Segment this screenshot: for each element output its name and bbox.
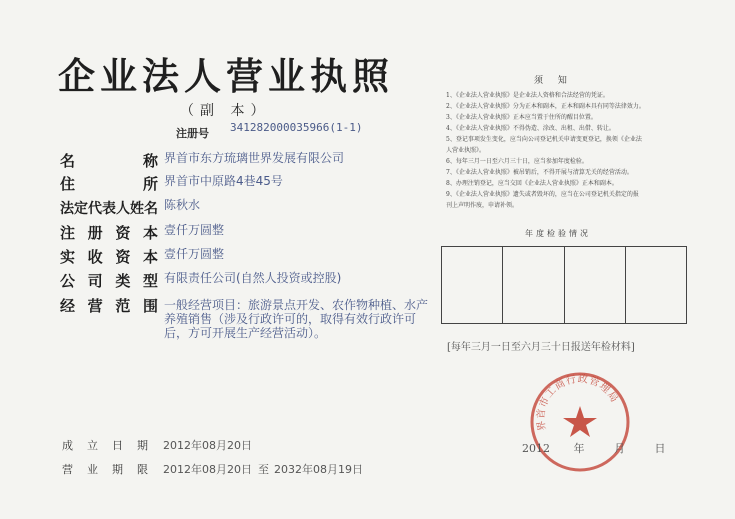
seal-date-year-mark: 年 [573, 442, 585, 455]
label-char: 营 [87, 297, 103, 315]
field-value-business-scope: 一般经营项目：旅游景点开发、农作物种植、水产养殖销售（涉及行政许可的，取得有效行政许可后，方可开展生产经营活动）。 [164, 298, 429, 340]
field-label-registered-capital [60, 222, 158, 243]
label-char: 司 [87, 272, 103, 290]
business-term-end: 2032年08月19日 [274, 463, 363, 476]
seal-star-icon [563, 406, 597, 437]
label-char: 立 [87, 439, 98, 452]
notice-item: 人营业执照》。 [446, 147, 486, 154]
notice-item: 8、办理注销登记，应当交回《企业法人营业执照》正本和副本。 [446, 180, 618, 187]
label-char: 名 [60, 152, 76, 170]
label-char: 实 [60, 248, 76, 266]
seal-date-day-mark: 日 [654, 442, 666, 455]
notice-item: 3、《企业法人营业执照》正本应当置于住所的醒目位置。 [446, 114, 597, 121]
notice-item: 7、《企业法人营业执照》被吊销后，不得开展与清算无关的经营活动。 [446, 169, 633, 176]
label-char: 住 [60, 175, 76, 193]
field-label-address [60, 173, 158, 194]
business-term-start: 2012年08月20日 [163, 463, 252, 476]
field-label-name [60, 150, 158, 171]
field-label-legal-rep [60, 198, 158, 218]
notice-title: 须 知 [534, 76, 573, 86]
field-value-paid-capital: 壹仟万圆整 [164, 247, 225, 261]
seal-date-month-mark: 月 [614, 442, 625, 455]
field-label-paid-capital [60, 246, 158, 267]
field-value-name: 界首市东方琉璃世界发展有限公司 [164, 151, 345, 165]
inspection-cell [626, 247, 686, 323]
business-term-to: 至 [258, 463, 269, 476]
inspection-note: [每年三月一日至六月三十日报送年检材料] [447, 342, 635, 353]
registration-number: 341282000035966(1-1) [230, 121, 363, 134]
field-value-company-type: 有限责任公司(自然人投资或控股) [164, 271, 342, 285]
notice-list [446, 90, 706, 211]
notice-item: 1、《企业法人营业执照》是企业法人资格和合法经营的凭证。 [446, 92, 609, 99]
license-title: 企业法人营业执照 [58, 54, 394, 98]
seal-text: 界首市工商行政管理局 [535, 373, 621, 432]
label-char: 所 [142, 175, 158, 193]
inspection-grid [441, 246, 687, 324]
established-date-value: 2012年08月20日 [163, 439, 252, 452]
field-value-registered-capital: 壹仟万圆整 [164, 223, 225, 237]
inspection-cell [442, 247, 503, 323]
field-label-company-type [60, 270, 158, 291]
inspection-cell [503, 247, 564, 323]
notice-item: 2、《企业法人营业执照》分为正本和副本，正本和副本具有同等法律效力。 [446, 103, 645, 110]
label-char: 本 [142, 248, 158, 266]
label-char: 资 [115, 224, 131, 242]
label-char: 围 [142, 297, 158, 315]
label-legal-rep-text: 法定代表人姓名 [60, 201, 158, 217]
seal-date [522, 440, 666, 456]
label-char: 公 [60, 272, 76, 290]
license-subtitle: （副 本） [180, 103, 271, 119]
established-date-label [62, 437, 148, 453]
label-char: 收 [87, 248, 103, 266]
label-char: 范 [115, 297, 131, 315]
label-char: 资 [115, 248, 131, 266]
inspection-title: 年度检验情况 [525, 229, 591, 238]
notice-item: 5、登记事项发生变化，应当向公司登记机关申请变更登记，换领《企业法 [446, 136, 642, 143]
official-seal-icon [528, 370, 632, 474]
label-char: 本 [142, 224, 158, 242]
field-value-address: 界首市中原路4巷45号 [164, 174, 283, 188]
label-char: 册 [87, 224, 103, 242]
label-char: 限 [137, 463, 148, 476]
label-char: 期 [112, 463, 123, 476]
field-value-legal-rep: 陈秋水 [164, 198, 201, 212]
label-char: 期 [137, 439, 148, 452]
label-char: 成 [62, 439, 73, 452]
label-char: 营 [62, 463, 73, 476]
label-char: 经 [60, 297, 76, 315]
inspection-cell [565, 247, 626, 323]
label-char: 注 [60, 224, 76, 242]
label-char: 称 [142, 152, 158, 170]
notice-item: 9、《企业法人营业执照》遗失或者毁坏的，应当在公司登记机关指定的报 [446, 191, 639, 198]
seal-date-year: 2012 [522, 442, 550, 455]
registration-label: 注册号 [176, 127, 209, 140]
label-char: 类 [115, 272, 131, 290]
field-label-business-scope [60, 295, 158, 316]
business-term-label [62, 461, 148, 477]
notice-item: 4、《企业法人营业执照》不得伪造、涂改、出租、出借、转让。 [446, 125, 615, 132]
label-char: 日 [112, 439, 123, 452]
label-char: 型 [142, 272, 158, 290]
notice-item: 刊上声明作废，申请补领。 [446, 202, 519, 209]
label-char: 业 [87, 463, 98, 476]
notice-item: 6、每年三月一日至六月三十日，应当参加年度检验。 [446, 158, 588, 165]
